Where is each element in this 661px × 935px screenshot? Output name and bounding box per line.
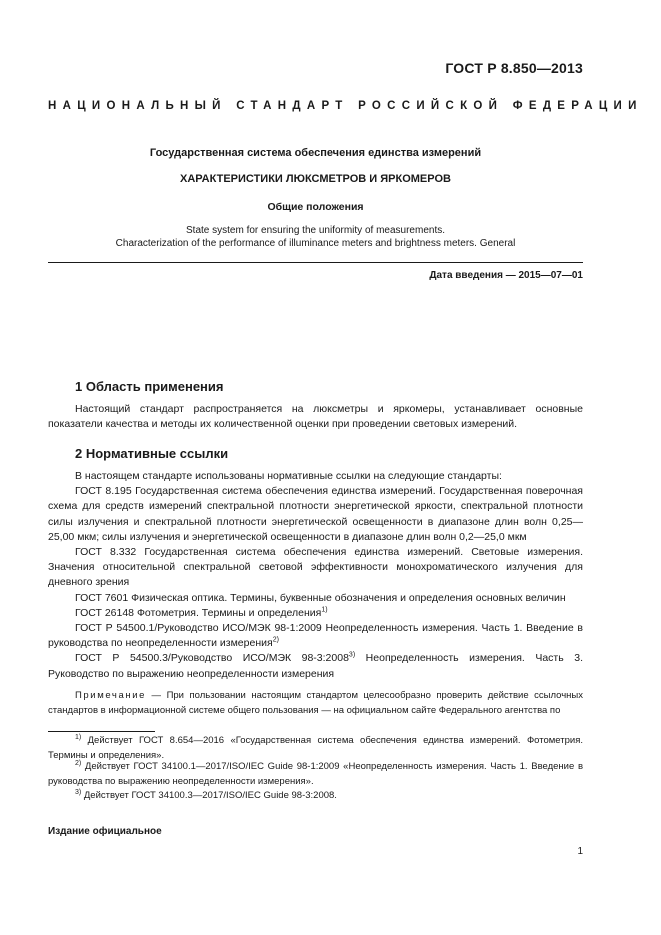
section-2-heading: 2 Нормативные ссылки <box>75 446 229 461</box>
footnote-3: $^{3)}$ Действует ГОСТ 34100.3—2017/ISO/IEC Guide 98-3:2008. <box>75 788 337 801</box>
footnote-divider <box>48 731 155 732</box>
title-english-2: Characterization of the performance of illuminance meters and brightness meters. General <box>115 238 516 249</box>
reference-item: ГОСТ 7601 Физическая оптика. Термины, буквенные обозначения и определения основных величин <box>75 591 566 604</box>
reference-item: ГОСТ 26148 Фотометрия. Термины и определения$^{1)}$ <box>75 606 328 619</box>
footnote-ref: 1) <box>321 606 328 614</box>
footnote-ref: 2) <box>272 636 279 644</box>
title-main: ХАРАКТЕРИСТИКИ ЛЮКСМЕТРОВ И ЯРКОМЕРОВ <box>180 173 451 185</box>
reference-item: ГОСТ Р 54500.1/Руководство ИСО/МЭК 98-1:2009 Неопределенность измерения. Часть 1. Введение в руководства по неопределенности измерения$^{2)}$ <box>48 622 583 650</box>
title-system: Государственная система обеспечения единства измерений <box>149 147 482 159</box>
edition-label: Издание официальное <box>48 826 162 837</box>
section-1-heading: 1 Область применения <box>75 379 224 394</box>
note-label: Примечание <box>75 690 146 701</box>
reference-item: ГОСТ 8.195 Государственная система обеспечения единства измерений. Государственная поверочная схема для средств измерений спектральной плотности энергетической яркости, спектральной плотности силы излучения и спектральной плотности энергетической освещенности в диапазоне длин волн 0,25—25,00 мкм; силы излучения и энергетической освещенности в диапазоне длин волн 0,2—25,0 мкм <box>48 485 583 543</box>
note-block <box>48 689 583 718</box>
footnote-ref: 3) <box>348 651 356 659</box>
page-number: 1 <box>577 846 583 857</box>
title-sub: Общие положения <box>267 201 364 213</box>
section-1-body <box>48 402 583 432</box>
reference-item: ГОСТ 8.332 Государственная система обеспечения единства измерений. Световые измерения. Значения относительной спектральной световой эффективности монохроматического излучения для дневного зрения <box>48 546 583 589</box>
footnote-2: $^{2)}$ Действует ГОСТ 34100.1—2017/ISO/IEC Guide 98-1:2009 «Неопределенность измерения. Часть 1. Введение в руководства по выражению неопределенности измерения». <box>48 759 583 787</box>
note-text: — При пользовании настоящим стандартом целесообразно проверить действие ссылочных стандартов в информационной системе общего пользования — на официальном сайте Федерального агентства по <box>48 690 583 716</box>
document-code: ГОСТ Р 8.850—2013 <box>445 60 583 76</box>
section-2-intro: В настоящем стандарте использованы нормативные ссылки на следующие стандарты: <box>75 470 502 482</box>
national-standard-banner: НАЦИОНАЛЬНЫЙ СТАНДАРТ РОССИЙСКОЙ ФЕДЕРАЦИИ <box>48 100 643 112</box>
section-1-text: Настоящий стандарт распространяется на люксметры и яркомеры, устанавливает основные показатели качества и методы их количественной оценки при проведении световых измерений. <box>48 403 583 431</box>
title-divider <box>48 262 583 263</box>
section-2-body <box>48 469 583 682</box>
title-english-1: State system for ensuring the uniformity of measurements. <box>186 225 445 236</box>
footnote-1: $^{1)}$ Действует ГОСТ 8.654—2016 «Государственная система обеспечения единства измерений. Фотометрия. Термины и определения». <box>48 733 583 761</box>
introduction-date: Дата введения — 2015—07—01 <box>429 270 583 281</box>
reference-item: ГОСТ Р 54500.3/Руководство ИСО/МЭК 98-3:2008$^{3)}$ Неопределенность измерения. Часть 3. Руководство по выражению неопределенности измерения <box>48 651 583 680</box>
